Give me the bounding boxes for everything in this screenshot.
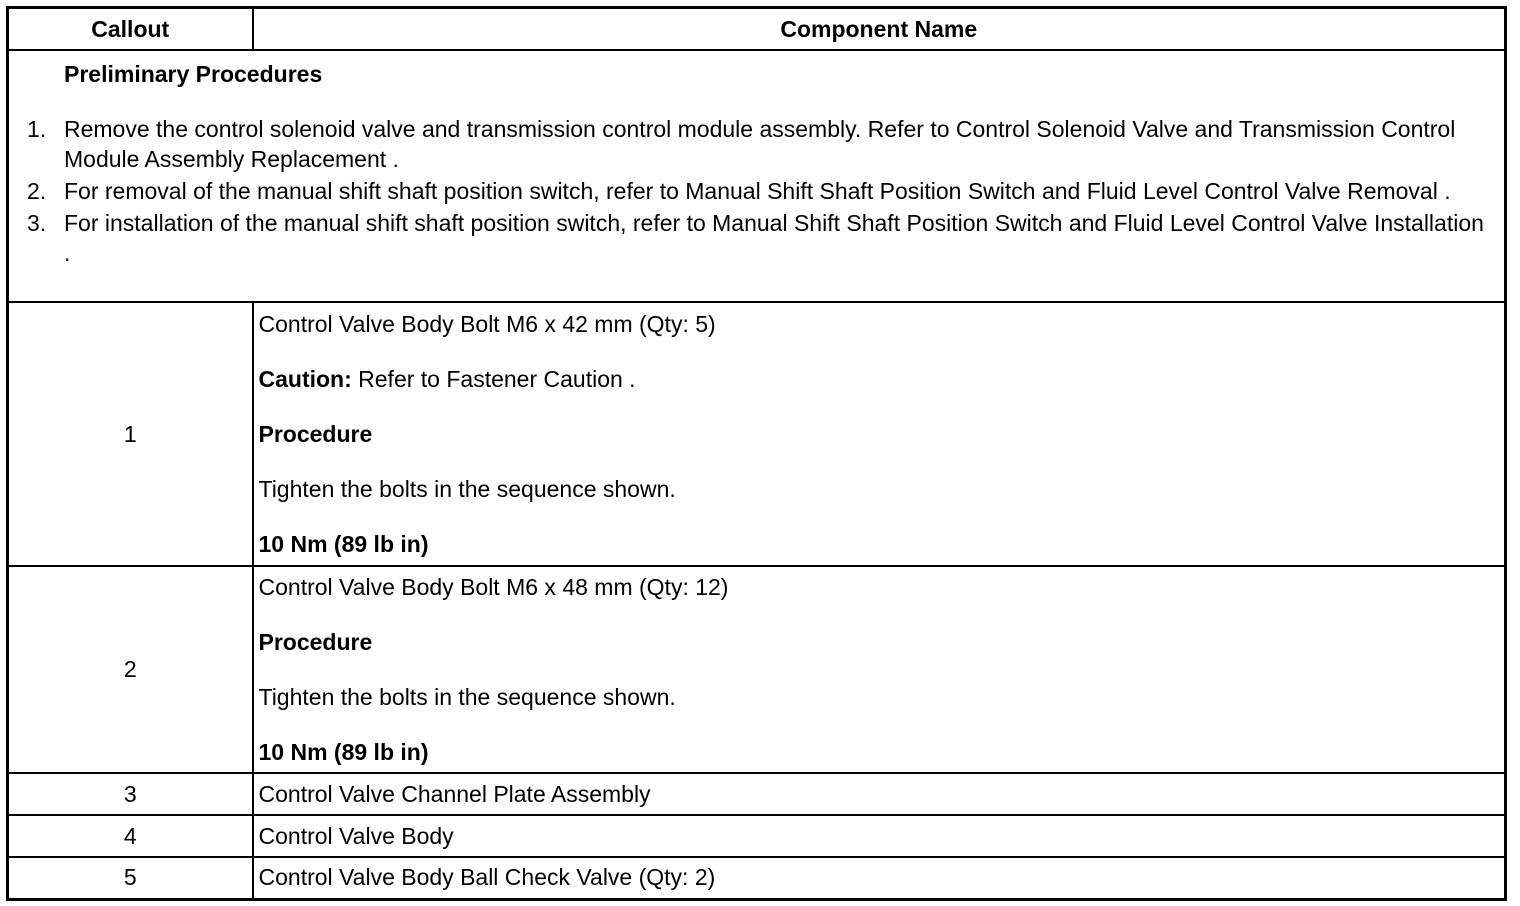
preliminary-title: Preliminary Procedures <box>64 61 323 87</box>
preliminary-procedures <box>8 50 1506 302</box>
callout-cell: 5 <box>8 857 253 899</box>
step-text: For removal of the manual shift shaft position switch, refer to Manual Shift Shaft Position Switch and Fluid Level Control Valve Removal . <box>64 178 1451 204</box>
torque-spec: 10 Nm (89 lb in) <box>258 739 429 765</box>
component-cell <box>253 302 1506 566</box>
caution-line <box>259 364 1505 394</box>
table-row <box>8 566 1506 773</box>
procedure-label: Procedure <box>258 421 373 447</box>
component-table <box>6 6 1507 901</box>
preliminary-step <box>27 114 1492 174</box>
component-name: Control Valve Body Ball Check Valve (Qty: 2) <box>253 857 1506 899</box>
component-name: Control Valve Body <box>253 815 1506 857</box>
step-number: 3. <box>27 210 47 236</box>
callout-cell: 4 <box>8 815 253 857</box>
callout-cell: 2 <box>8 566 253 773</box>
component-name: Control Valve Channel Plate Assembly <box>253 773 1506 815</box>
procedure-text: Tighten the bolts in the sequence shown. <box>258 684 676 710</box>
component-cell <box>253 566 1506 773</box>
caution-text: Refer to Fastener Caution . <box>351 366 636 392</box>
table-row <box>8 857 1506 899</box>
component-name-header: Component Name <box>253 8 1506 51</box>
component-name: Control Valve Body Bolt M6 x 48 mm (Qty: 12) <box>258 574 729 600</box>
preliminary-step <box>27 176 1492 206</box>
table-row <box>8 773 1506 815</box>
step-number: 2. <box>27 178 47 204</box>
header-row <box>8 8 1506 51</box>
procedure-text: Tighten the bolts in the sequence shown. <box>258 476 676 502</box>
component-name: Control Valve Body Bolt M6 x 42 mm (Qty: 5) <box>258 311 716 337</box>
preliminary-row <box>8 50 1506 302</box>
caution-label: Caution: <box>258 366 352 392</box>
preliminary-step <box>27 208 1492 268</box>
callout-cell: 1 <box>8 302 253 566</box>
table-row <box>8 302 1506 566</box>
step-number: 1. <box>27 116 47 142</box>
step-text: For installation of the manual shift shaft position switch, refer to Manual Shift Shaft Position Switch and Fluid Level Control Valve Installation . <box>64 210 1484 266</box>
table-row <box>8 815 1506 857</box>
callout-header: Callout <box>8 8 253 51</box>
callout-cell: 3 <box>8 773 253 815</box>
torque-spec: 10 Nm (89 lb in) <box>258 531 429 557</box>
procedure-label: Procedure <box>258 629 373 655</box>
step-text: Remove the control solenoid valve and transmission control module assembly. Refer to Control Solenoid Valve and Transmission Control Module Assembly Replacement . <box>64 116 1456 172</box>
preliminary-steps <box>27 114 1492 268</box>
